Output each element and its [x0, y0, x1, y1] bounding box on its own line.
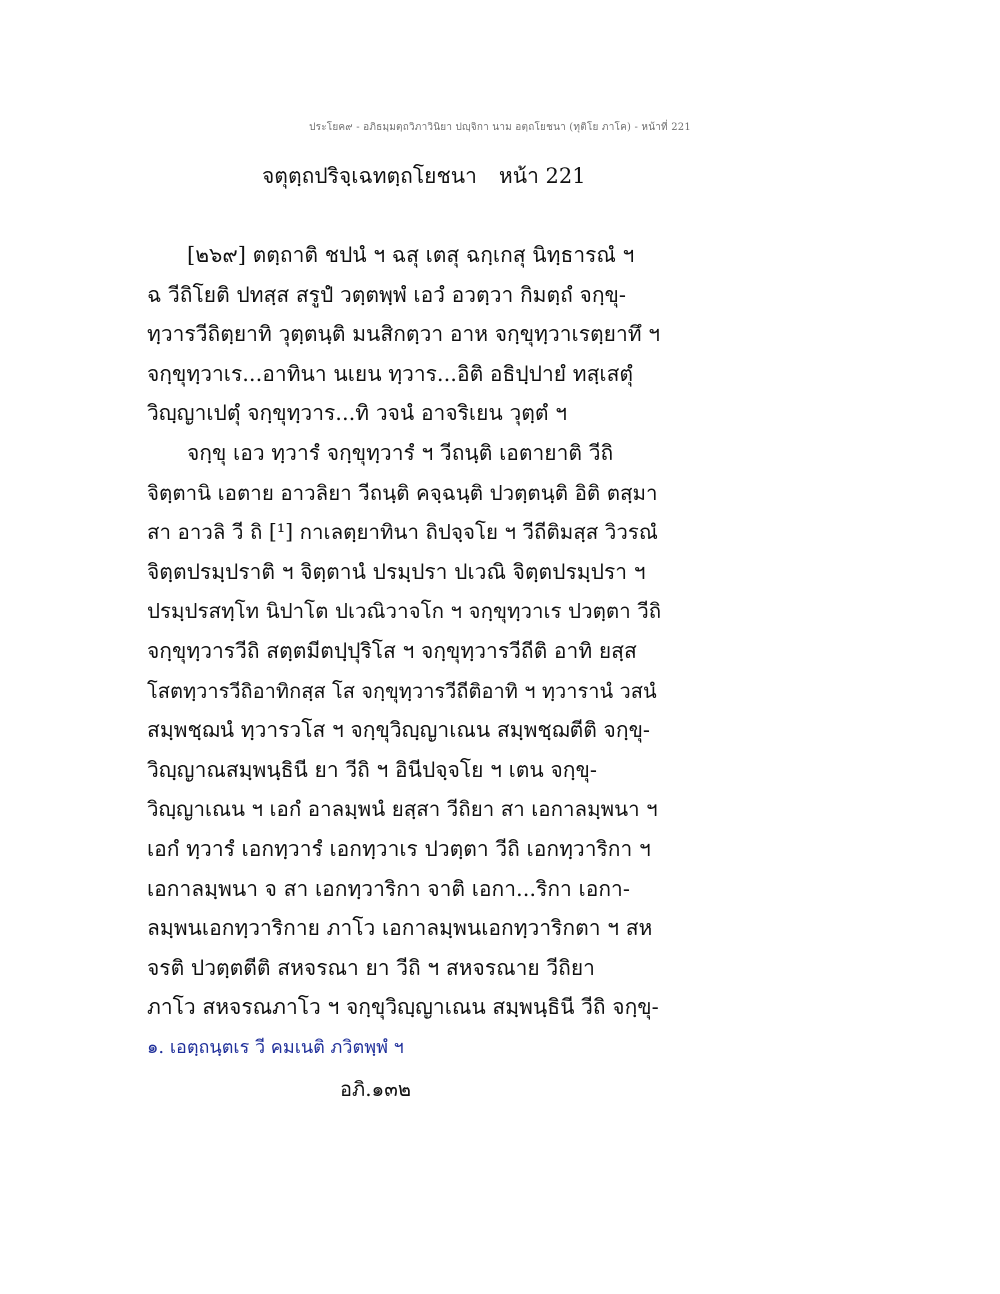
- text-line: จรติ ปวตฺตตีติ สหจรณา ยา วีถิ ฯ สหจรณาย วีถิยา: [147, 955, 595, 980]
- text-line: วิญฺญาณสมฺพนฺธินี ยา วีถิ ฯ อินีปจฺจโย ฯ เตน จกฺขุ-: [147, 757, 597, 782]
- text-line: ปรมฺปรสทฺโท นิปาโต ปเวณิวาจโก ฯ จกฺขุทฺวาเร ปวตฺตา วีถิ: [147, 599, 662, 624]
- section-title-text: จตุตฺถปริจฺเฉทตฺถโยชนา: [262, 164, 477, 188]
- text-line: [๒๖๙] ตตฺถาติ ชปนํ ฯ ฉสุ เตสุ ฉกฺเกสุ นิทฺธารณํ ฯ: [187, 243, 635, 267]
- running-header: ประโยค๙ - อภิธมฺมตฺถวิภาวินิยา ปญฺจิกา นาม อตฺถโยชนา (ทุติโย ภาโค) - หน้าที่ 221: [309, 122, 691, 133]
- text-line: จกฺขุทฺวารวีถิ สตฺตมีตปฺปุริโส ฯ จกฺขุทฺวารวีถีติ อาทิ ยสฺส: [147, 638, 637, 663]
- body-text: [147, 236, 667, 1028]
- section-title: [262, 160, 586, 193]
- footnote: ๑. เอตฺถนฺตเร วี คมเนติ ภวิตพฺพํ ฯ: [147, 1037, 404, 1058]
- text-line: สมฺพชฺฌนํ ทฺวารวโส ฯ จกฺขุวิญฺญาเณน สมฺพชฺฌตีติ จกฺขุ-: [147, 718, 651, 743]
- text-line: จกฺขุ เอว ทฺวารํ จกฺขุทฺวารํ ฯ วีถนฺติ เอตายาติ วีถิ: [187, 440, 614, 465]
- text-line: จิตฺตปรมฺปราติ ฯ จิตฺตานํ ปรมฺปรา ปเวณิ จิตฺตปรมฺปรา ฯ: [147, 559, 646, 584]
- text-line: จิตฺตานิ เอตาย อาวลิยา วีถนฺติ คจฺฉนฺติ ปวตฺตนฺติ อิติ ตสฺมา: [147, 480, 658, 505]
- text-line: ฉ วีถิโยติ ปทสฺส สรูปํ วตฺตพฺพํ เอวํ อวตฺวา กิมตฺถํ จกฺขุ-: [147, 282, 627, 307]
- text-line: เอกํ ทฺวารํ เอกทฺวารํ เอกทฺวาเร ปวตฺตา วีถิ เอกทฺวาริกา ฯ: [147, 836, 651, 861]
- text-line: จกฺขุทฺวาเร...อาทินา นเยน ทฺวาร...อิติ อธิปฺปายํ ทสฺเสตุํ: [147, 361, 634, 386]
- text-line: ลมฺพนเอกทฺวาริกาย ภาโว เอกาลมฺพนเอกทฺวาริกตา ฯ สห: [147, 916, 653, 941]
- page-reference: อภิ.๑๓๒: [340, 1077, 412, 1101]
- text-line: สา อาวลิ วี ถิ [¹] กาเลตฺยาทินา ถิปจฺจโย ฯ วีถีติมสฺส วิวรณํ: [147, 520, 658, 545]
- page-label: หน้า 221: [498, 164, 586, 188]
- text-line: วิญฺญาเณน ฯ เอกํ อาลมฺพนํ ยสฺสา วีถิยา สา เอกาลมฺพนา ฯ: [147, 797, 658, 822]
- text-line: วิญฺญาเปตุํ จกฺขุทฺวาร...ทิ วจนํ อาจริเยน วุตฺตํ ฯ: [147, 401, 567, 426]
- text-line: ทฺวารวีถิตฺยาทิ วุตฺตนฺติ มนสิกตฺวา อาห จกฺขุทฺวาเรตฺยาทึ ฯ: [147, 322, 661, 347]
- text-line: โสตทฺวารวีถิอาทิกสฺส โส จกฺขุทฺวารวีถีติอาทิ ฯ ทฺวารานํ วสนํ: [147, 678, 657, 703]
- text-line: เอกาลมฺพนา จ สา เอกทฺวาริกา จาติ เอกา...ริกา เอกา-: [147, 876, 630, 901]
- text-line: ภาโว สหจรณภาโว ฯ จกฺขุวิญฺญาเณน สมฺพนฺธินี วีถิ จกฺขุ-: [147, 995, 659, 1020]
